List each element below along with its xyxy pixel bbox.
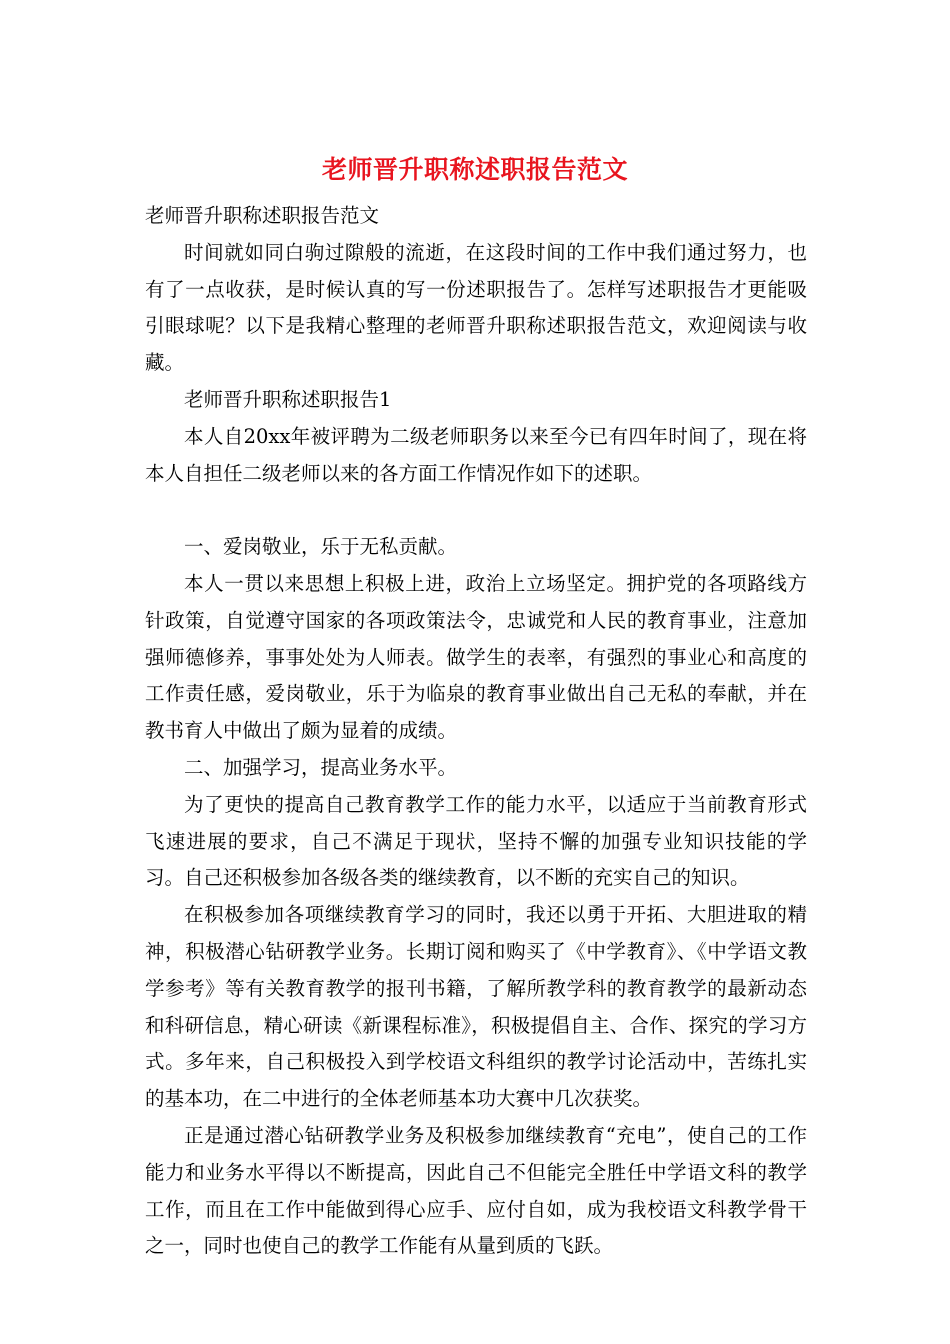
section-1-paragraph: 本人一贯以来思想上积极上进，政治上立场坚定。拥护党的各项路线方针政策，自觉遵守国家的各项政策法令，忠诚党和人民的教育事业，注意加强师德修养，事事处处为人师表。做学生的表率，有强烈的事业心和高度的工作责任感，爱岗敬业，乐于为临泉的教育事业做出自己无私的奉献，并在教书育人中做出了颇为显着的成绩。 xyxy=(145,571,807,743)
section-2-paragraph-1: 为了更快的提高自己教育教学工作的能力水平，以适应于当前教育形式飞速进展的要求，自己不满足于现状，坚持不懈的加强专业知识技能的学习。自己还积极参加各级各类的继续教育，以不断的充实自己的知识。 xyxy=(145,792,807,890)
section-2-paragraph-2: 在积极参加各项继续教育学习的同时，我还以勇于开拓、大胆进取的精神，积极潜心钻研教学业务。长期订阅和购买了《中学教育》、《中学语文教学参考》等有关教育教学的报刊书籍，了解所教学科的教育教学的最新动态和科研信息，精心研读《新课程标准》，积极提倡自主、合作、探究的学习方式。多年来，自己积极投入到学校语文科组织的教学讨论活动中，苦练扎实的基本功，在二中进行的全体老师基本功大赛中几次获奖。 xyxy=(145,903,807,1111)
intro-paragraph: 时间就如同白驹过隙般的流逝，在这段时间的工作中我们通过努力，也有了一点收获，是时候认真的写一份述职报告了。怎样写述职报告才更能吸引眼球呢？以下是我精心整理的老师晋升职称述职报告范文，欢迎阅读与收藏。 xyxy=(145,240,807,375)
section-heading-1: 一、爱岗敬业，乐于无私贡献。 xyxy=(184,535,458,559)
document-title: 老师晋升职称述职报告范文 xyxy=(321,155,628,184)
section-heading-2: 二、加强学习，提高业务水平。 xyxy=(184,755,458,779)
document-subtitle: 老师晋升职称述职报告范文 xyxy=(145,204,380,227)
report-heading: 老师晋升职称述职报告1 xyxy=(184,387,392,411)
section-2-paragraph-3: 正是通过潜心钻研教学业务及积极参加继续教育“充电”，使自己的工作能力和业务水平得以不断提高，因此自己不但能完全胜任中学语文科的教学工作，而且在工作中能做到得心应手、应付自如，成为我校语文科教学骨干之一，同时也使自己的教学工作能有从量到质的飞跃。 xyxy=(145,1123,807,1258)
blank-line xyxy=(145,492,807,529)
opening-paragraph: 本人自20xx年被评聘为二级老师职务以来至今已有四年时间了，现在将本人自担任二级老师以来的各方面工作情况作如下的述职。 xyxy=(145,424,807,485)
document-body xyxy=(145,198,807,1265)
